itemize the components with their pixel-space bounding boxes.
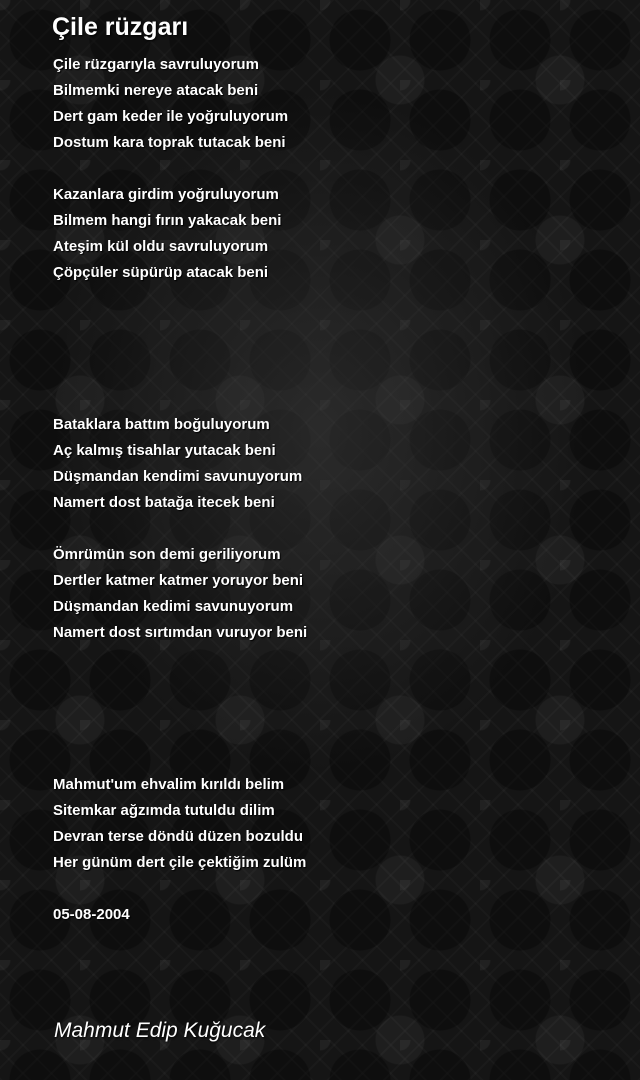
section-spacer xyxy=(53,646,613,772)
poem-line: Çile rüzgarıyla savruluyorum xyxy=(53,56,259,73)
poem-line: Namert dost sırtımdan vuruyor beni xyxy=(53,624,308,641)
poem-line: Devran terse döndü düzen bozuldu xyxy=(53,828,304,845)
poem-line: Ateşim kül oldu savruluyorum xyxy=(53,238,269,255)
poem-line: Sitemkar ağzımda tutuldu dilim xyxy=(53,802,275,819)
stanza-1 xyxy=(53,52,613,156)
poem-line: Aç kalmış tisahlar yutacak beni xyxy=(53,442,276,459)
poem-date: 05-08-2004 xyxy=(53,906,130,923)
poem-line: Bilmemki nereye atacak beni xyxy=(53,82,259,99)
poem-author: Mahmut Edip Kuğucak xyxy=(54,1019,266,1042)
poem-line: Kazanlara girdim yoğruluyorum xyxy=(53,186,279,203)
stanza-2 xyxy=(53,182,613,286)
poem-line: Her günüm dert çile çektiğim zulüm xyxy=(53,854,307,871)
stanza-spacer xyxy=(53,156,613,182)
poem-title: Çile rüzgarı xyxy=(52,13,189,41)
poem-line: Düşmandan kedimi savunuyorum xyxy=(53,598,294,615)
poem-line: Bataklara battım boğuluyorum xyxy=(53,416,270,433)
poem-body xyxy=(53,52,613,928)
poem-line: Çöpçüler süpürüp atacak beni xyxy=(53,264,269,281)
section-spacer xyxy=(53,286,613,412)
poem-line: Ömrümün son demi geriliyorum xyxy=(53,546,281,563)
poem-line: Dertler katmer katmer yoruyor beni xyxy=(53,572,304,589)
poem-line: Mahmut'um ehvalim kırıldı belim xyxy=(53,776,285,793)
stanza-4 xyxy=(53,542,613,646)
stanza-3 xyxy=(53,412,613,516)
poem-line: Düşmandan kendimi savunuyorum xyxy=(53,468,303,485)
stanza-spacer xyxy=(53,516,613,542)
stanza-spacer xyxy=(53,876,613,902)
poem-line: Dert gam keder ile yoğruluyorum xyxy=(53,108,289,125)
poem-line: Bilmem hangi fırın yakacak beni xyxy=(53,212,282,229)
stanza-5 xyxy=(53,772,613,876)
poem-line: Dostum kara toprak tutacak beni xyxy=(53,134,286,151)
poem-line: Namert dost batağa itecek beni xyxy=(53,494,275,511)
